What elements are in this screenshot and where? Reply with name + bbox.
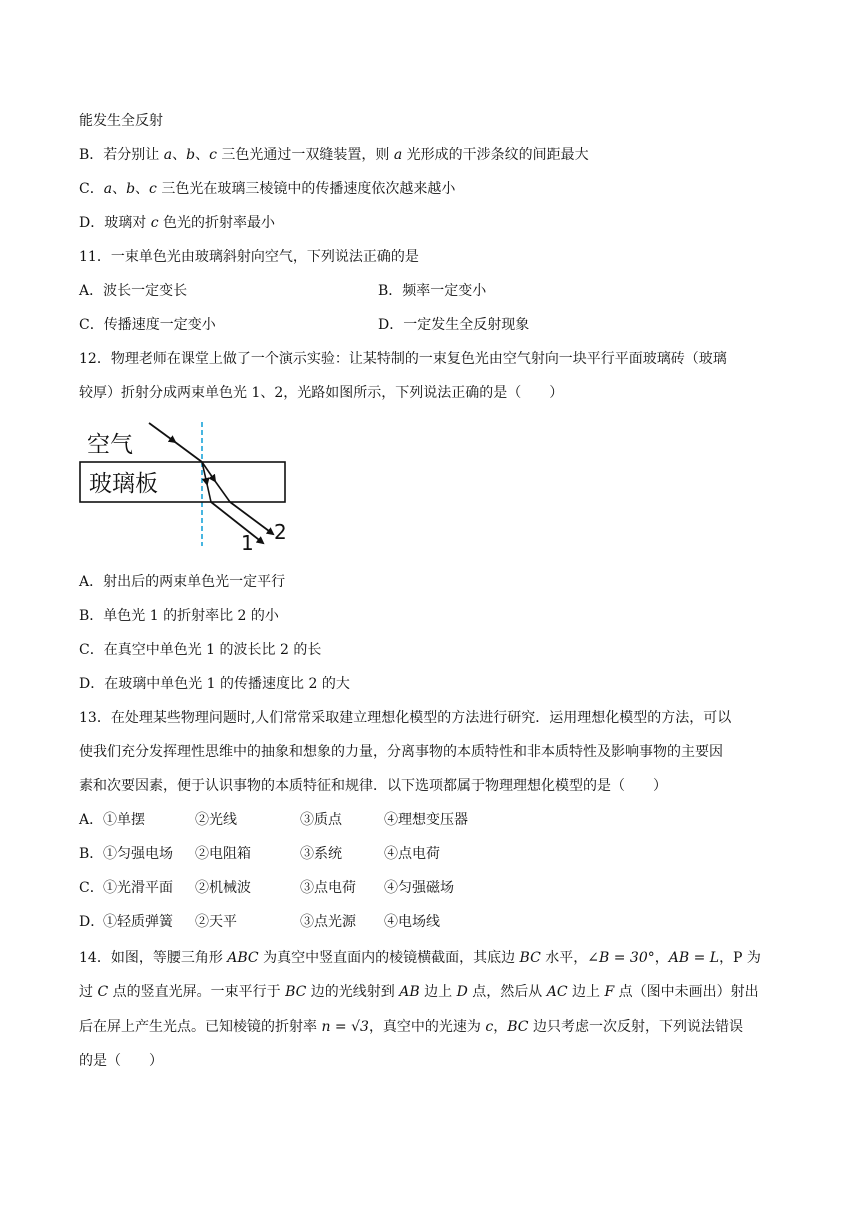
q11-option-b: B．频率一定变小 (378, 283, 487, 299)
q13-stem-line1: 13．在处理某些物理问题时,人们常常采取建立理想化模型的方法进行研究．运用理想化模型的方法，可以 (79, 710, 732, 726)
q13-stem-line2: 使我们充分发挥理性思维中的抽象和想象的力量，分离事物的本质特性和非本质特性及影响事物的主要因 (79, 744, 723, 760)
q11-option-c: C．传播速度一定变小 (79, 317, 216, 333)
option-item: ③质点 (300, 812, 342, 828)
incident-ray (149, 423, 175, 442)
q11-stem: 11．一束单色光由玻璃斜射向空气，下列说法正确的是 (79, 249, 419, 265)
q12-figure-svg (79, 418, 294, 550)
q10-option-d: D．玻璃对 c 色光的折射率最小 (79, 215, 275, 231)
option-label: C． (79, 880, 104, 896)
option-label: B． (79, 846, 104, 862)
q12-stem-line2: 较厚）折射分成两束单色光 1、2，光路如图所示，下列说法正确的是（ ） (79, 385, 564, 401)
q10-option-b: B．若分别让 a、b、c 三色光通过一双缝装置，则 a 光形成的干涉条纹的间距最大 (79, 147, 589, 163)
incident-ray-tail (175, 442, 202, 462)
q12-stem-line1: 12．物理老师在课堂上做了一个演示实验：让某特制的一束复色光由空气射向一块平行平面玻璃砖（玻璃 (79, 351, 727, 367)
q12-option-b: B．单色光 1 的折射率比 2 的小 (79, 608, 279, 624)
air-label: 空气 (87, 432, 133, 458)
q14-stem-line2: 过 C 点的竖直光屏。一束平行于 BC 边的光线射到 AB 边上 D 点，然后从 AC 边上 F 点（图中未画出）射出 (79, 984, 759, 1000)
option-item: ①匀强电场 (103, 846, 173, 862)
option-item: ②电阻箱 (195, 846, 251, 862)
q14-stem-line3: 后在屏上产生光点。已知棱镜的折射率 n = √3，真空中的光速为 c，BC 边只考虑一次反射，下列说法错误 (79, 1019, 743, 1035)
q10-continuation: 能发生全反射 (79, 113, 163, 129)
q10-option-c: C．a、b、c 三色光在玻璃三棱镜中的传播速度依次越来越小 (79, 181, 456, 197)
option-item: ①光滑平面 (103, 880, 173, 896)
option-label: D． (79, 914, 105, 930)
option-item: ②光线 (195, 812, 237, 828)
q12-option-d: D．在玻璃中单色光 1 的传播速度比 2 的大 (79, 676, 350, 692)
q12-light-path-figure (79, 418, 294, 554)
ray2-in-glass-tail (215, 481, 230, 502)
option-item: ④理想变压器 (384, 812, 468, 828)
option-item: ①单摆 (103, 812, 145, 828)
option-item: ③系统 (300, 846, 342, 862)
q12-option-c: C．在真空中单色光 1 的波长比 2 的长 (79, 642, 322, 658)
option-item: ④匀强磁场 (384, 880, 454, 896)
glass-plate-label: 玻璃板 (89, 471, 158, 497)
ray2-label: 2 (274, 520, 287, 544)
option-item: ②天平 (195, 914, 237, 930)
q12-option-a: A．射出后的两束单色光一定平行 (79, 574, 286, 590)
ray1-label: 1 (241, 531, 254, 550)
option-item: ③点光源 (300, 914, 356, 930)
ray1-in-glass-tail (207, 484, 211, 502)
q11-option-a: A．波长一定变长 (79, 283, 188, 299)
option-item: ④电场线 (384, 914, 440, 930)
option-label: A． (79, 812, 104, 828)
ray2-emergent (230, 502, 273, 534)
q14-stem-line1: 14．如图，等腰三角形 ABC 为真空中竖直面内的棱镜横截面，其底边 BC 水平，∠B = 30°，AB = L，P 为 (79, 950, 761, 966)
q14-stem-line4: 的是（ ） (79, 1053, 163, 1069)
option-item: ④点电荷 (384, 846, 440, 862)
q13-stem-line3: 素和次要因素，便于认识事物的本质特征和规律．以下选项都属于物理理想化模型的是（ ） (79, 778, 667, 794)
option-item: ③点电荷 (300, 880, 356, 896)
option-item: ②机械波 (195, 880, 251, 896)
q11-option-d: D．一定发生全反射现象 (378, 317, 530, 333)
option-item: ①轻质弹簧 (103, 914, 173, 930)
